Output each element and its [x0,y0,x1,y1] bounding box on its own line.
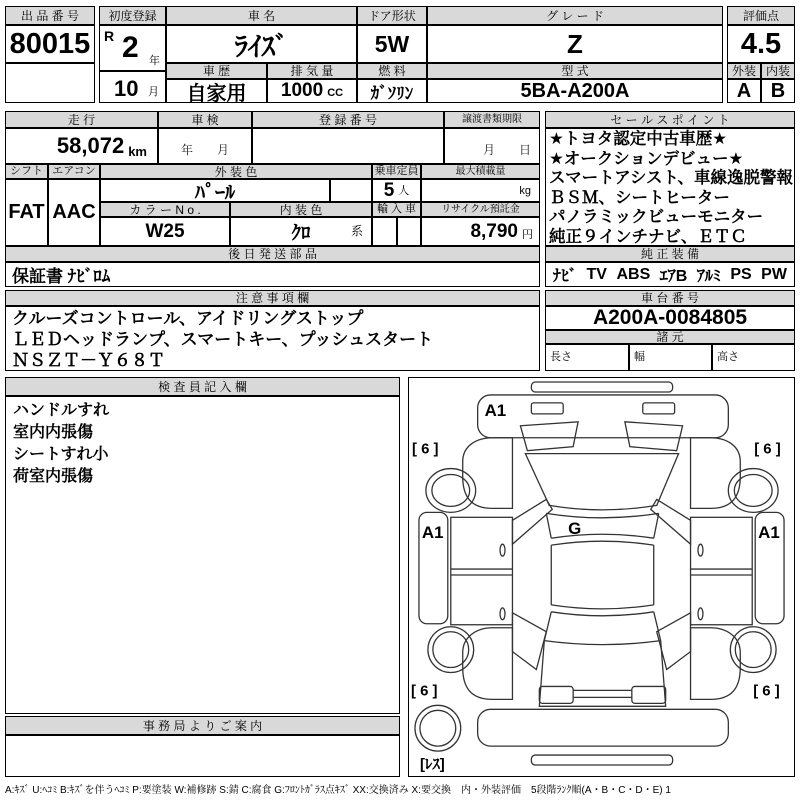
fender-front-left [463,438,513,509]
equipment-item: PW [761,265,787,283]
interior-grade-value: B [761,79,795,103]
front-bumper [478,395,729,438]
rear-bumper [478,709,729,746]
mileage-number: 58,072 [56,133,125,158]
equipment-item: PS [730,265,752,283]
first-reg-month: 10 [114,76,139,101]
notes-line: ＬＥＤヘッドランプ、スマートキー、プッシュスタート [12,330,434,349]
front-bumper-vent-left [531,403,563,414]
displacement-header: 排 気 量 [267,63,357,79]
exterior-grade-header: 外装 [727,63,761,79]
equipment-item: ABS [616,265,651,283]
grade-header: グ レ ー ド [427,6,723,25]
door-handle-left-front [500,544,505,556]
first-reg-header: 初度登録 [99,6,166,25]
import-value-cell-2 [397,217,421,246]
notes-line: ＮＳＺＴ－Ｙ６８Ｔ [12,351,165,370]
mark-tread-front-right: [ 6 ] [754,440,781,458]
door-header: ドア形状 [357,6,427,25]
first-reg-year: 2 [122,31,139,64]
door-handle-left-rear [500,608,505,620]
equipment-item: TV [586,265,607,283]
spare-tire-inner [420,710,456,746]
headlight-left [520,422,578,451]
inspection-value: 年 月 [158,128,252,164]
notes-body [5,306,540,371]
fuel-header: 燃 料 [357,63,427,79]
mark-front-bumper: A1 [484,400,507,420]
mark-windshield: G [568,519,582,539]
first-reg-era: R [104,28,115,44]
side-glass-front-left [512,499,552,544]
dim-height-label: 高さ [717,351,739,363]
first-reg-month-unit: 月 [148,86,159,98]
inspector-line: 室内内張傷 [13,424,94,441]
fender-front-right [691,438,741,509]
capacity-value [372,179,421,202]
mileage-header: 走 行 [5,111,158,128]
dim-width-label: 幅 [634,351,645,363]
notes-line: クルーズコントロール、アイドリングストップ [12,309,364,328]
headlight-right [625,422,683,451]
displacement-value [267,79,357,103]
roof-rear-line [551,605,653,616]
wheel-front-right-inner [734,475,772,507]
recycle-unit: 円 [522,229,533,241]
capacity-number: 5 [383,179,395,201]
cowl-line [546,513,658,517]
door-value: 5W [357,25,427,63]
first-reg-month-cell [99,71,166,103]
first-reg-year-unit: 年 [149,55,160,67]
color-no-header: カ ラ ー N o . [100,202,230,217]
mark-left-door: A1 [421,523,444,543]
int-color-header: 内 装 色 [230,202,372,217]
sales-point-line: スマートアシスト、車線逸脱警報 [549,169,794,187]
notes-header: 注 意 事 項 欄 [5,290,540,306]
sales-point-line: ＢＳＭ、シートヒーター [549,188,730,207]
auction-no-value: 80015 [5,25,95,63]
ac-value: AAC [48,179,100,246]
tail-lamp-right [632,686,666,703]
inspector-body [5,396,400,714]
reg-no-header: 登 録 番 号 [252,111,444,128]
later-parts-value: 保証書 ﾅﾋﾞﾛﾑ [5,262,540,287]
sales-point-line: ★トヨタ認定中古車歴★ [549,130,728,148]
equipment-item: ﾅﾋﾞ [553,268,578,285]
dim-length-cell [545,344,629,371]
dim-length-label: 長さ [550,351,572,363]
dim-width-cell [629,344,712,371]
car-name-header: 車 名 [166,6,357,25]
inspection-header: 車 検 [158,111,252,128]
mark-spare: [ﾚｽ] [419,756,445,774]
equipment-header: 純 正 装 備 [545,246,795,262]
ext-color-header: 外 装 色 [100,164,372,179]
import-value-cell-1 [372,217,397,246]
office-body [5,735,400,777]
equipment-item: ｴｱB [659,268,688,285]
import-header: 輸 入 車 [372,202,421,217]
reg-no-value [252,128,444,164]
mark-right-door: A1 [758,523,780,543]
displacement-number: 1000 [280,80,324,101]
color-no-value: W25 [100,217,230,246]
dim-height-cell [712,344,795,371]
int-color-value [230,217,372,246]
front-top-strip [531,382,672,392]
grade-value: Z [427,25,723,63]
door-handle-right-rear [698,608,703,620]
auction-no-header: 出 品 番 号 [5,6,95,25]
max-load-value: kg [421,179,540,202]
dims-header: 諸 元 [545,330,795,344]
auction-no-empty-cell [5,63,95,103]
mark-tread-front-left: [ 6 ] [411,440,439,458]
front-bumper-vent-right [643,403,675,414]
spare-tire [415,705,461,751]
int-color-suffix: 系 [350,224,363,238]
door-split-left [451,569,513,575]
sales-points-header: セ ー ル ス ポ イ ン ト [545,111,795,128]
rear-window [544,612,660,645]
later-parts-header: 後 日 発 送 部 品 [5,246,540,262]
mark-tread-rear-right: [ 6 ] [753,682,780,700]
wheel-rear-left [428,627,474,673]
ext-color-value: ﾊﾟｰﾙ [100,179,330,202]
int-color-name: ｸﾛ [291,223,311,244]
sales-point-line: ★オークションデビュー★ [549,149,744,168]
office-header: 事 務 局 よ り ご 案 内 [5,716,400,735]
inspector-line: ハンドルすれ [13,402,110,419]
mileage-value [5,128,158,164]
mark-tread-rear-left: [ 6 ] [410,682,438,700]
score-value: 4.5 [727,25,795,63]
license-bar [573,690,632,697]
fuel-value: ｶﾞｿﾘﾝ [357,79,427,103]
shift-value: FAT [5,179,48,246]
first-reg-year-cell [99,25,166,71]
door-handle-right-front [698,544,703,556]
recycle-number: 8,790 [470,220,518,242]
recycle-value [421,217,540,246]
capacity-header: 乗車定員 [372,164,421,179]
equipment-value [545,262,795,287]
transfer-docs-header: 譲渡書類期限 [444,111,540,128]
tail-lamp-left [539,686,573,703]
chassis-value: A200A-0084805 [545,306,795,330]
car-name-value: ﾗｲｽﾞ [166,25,357,63]
history-header: 車 歴 [166,63,267,79]
mileage-unit: km [128,144,147,159]
score-header: 評価点 [727,6,795,25]
door-split-right [691,569,753,575]
max-load-header: 最大積載量 [421,164,540,179]
car-diagram-box [408,377,795,777]
inspector-header: 検 査 員 記 入 欄 [5,377,400,396]
exterior-grade-value: A [727,79,761,103]
model-code-header: 型 式 [427,63,723,79]
windshield-roof-line [551,534,653,545]
wheel-rear-right [730,627,776,673]
side-glass-rear-left [512,613,546,670]
inspector-line: 荷室内張傷 [13,468,94,485]
history-value: 自家用 [166,79,267,103]
ac-header: エアコン [48,164,100,179]
model-code-value: 5BA-A200A [427,79,723,103]
displacement-unit: CC [327,87,344,99]
shift-header: シフト [5,164,48,179]
footer-legend: A:ｷｽﾞ U:ﾍｺﾐ B:ｷｽﾞを伴うﾍｺﾐ P:要塗装 W:補修跡 S:錆 C:腐食 G:ﾌﾛﾝﾄｶﾞﾗｽ点ｷｽﾞ XX:交換済み X:要交換 内・外装評価 5段階ﾗﾝｸ順(A・B・C・D・E) 1 [5,785,671,796]
car-diagram [409,378,794,776]
recycle-header: リサイクル預託金 [421,202,540,217]
sales-points-body [545,128,795,246]
capacity-unit: 人 [398,185,410,197]
rear-bottom-strip [531,755,672,765]
chassis-header: 車 台 番 号 [545,290,795,306]
inspector-line: シートすれ小 [13,446,109,463]
sales-point-line: 純正９インチナビ、ＥＴＣ [549,227,747,246]
transfer-docs-value: 月 日 [444,128,540,164]
tailgate [539,641,665,707]
sales-point-line: パノラミックビューモニター [549,208,764,226]
equipment-item: ｱﾙﾐ [696,268,721,285]
roof-sides [551,545,653,605]
interior-grade-header: 内装 [761,63,795,79]
ext-color-extra-cell [330,179,372,202]
